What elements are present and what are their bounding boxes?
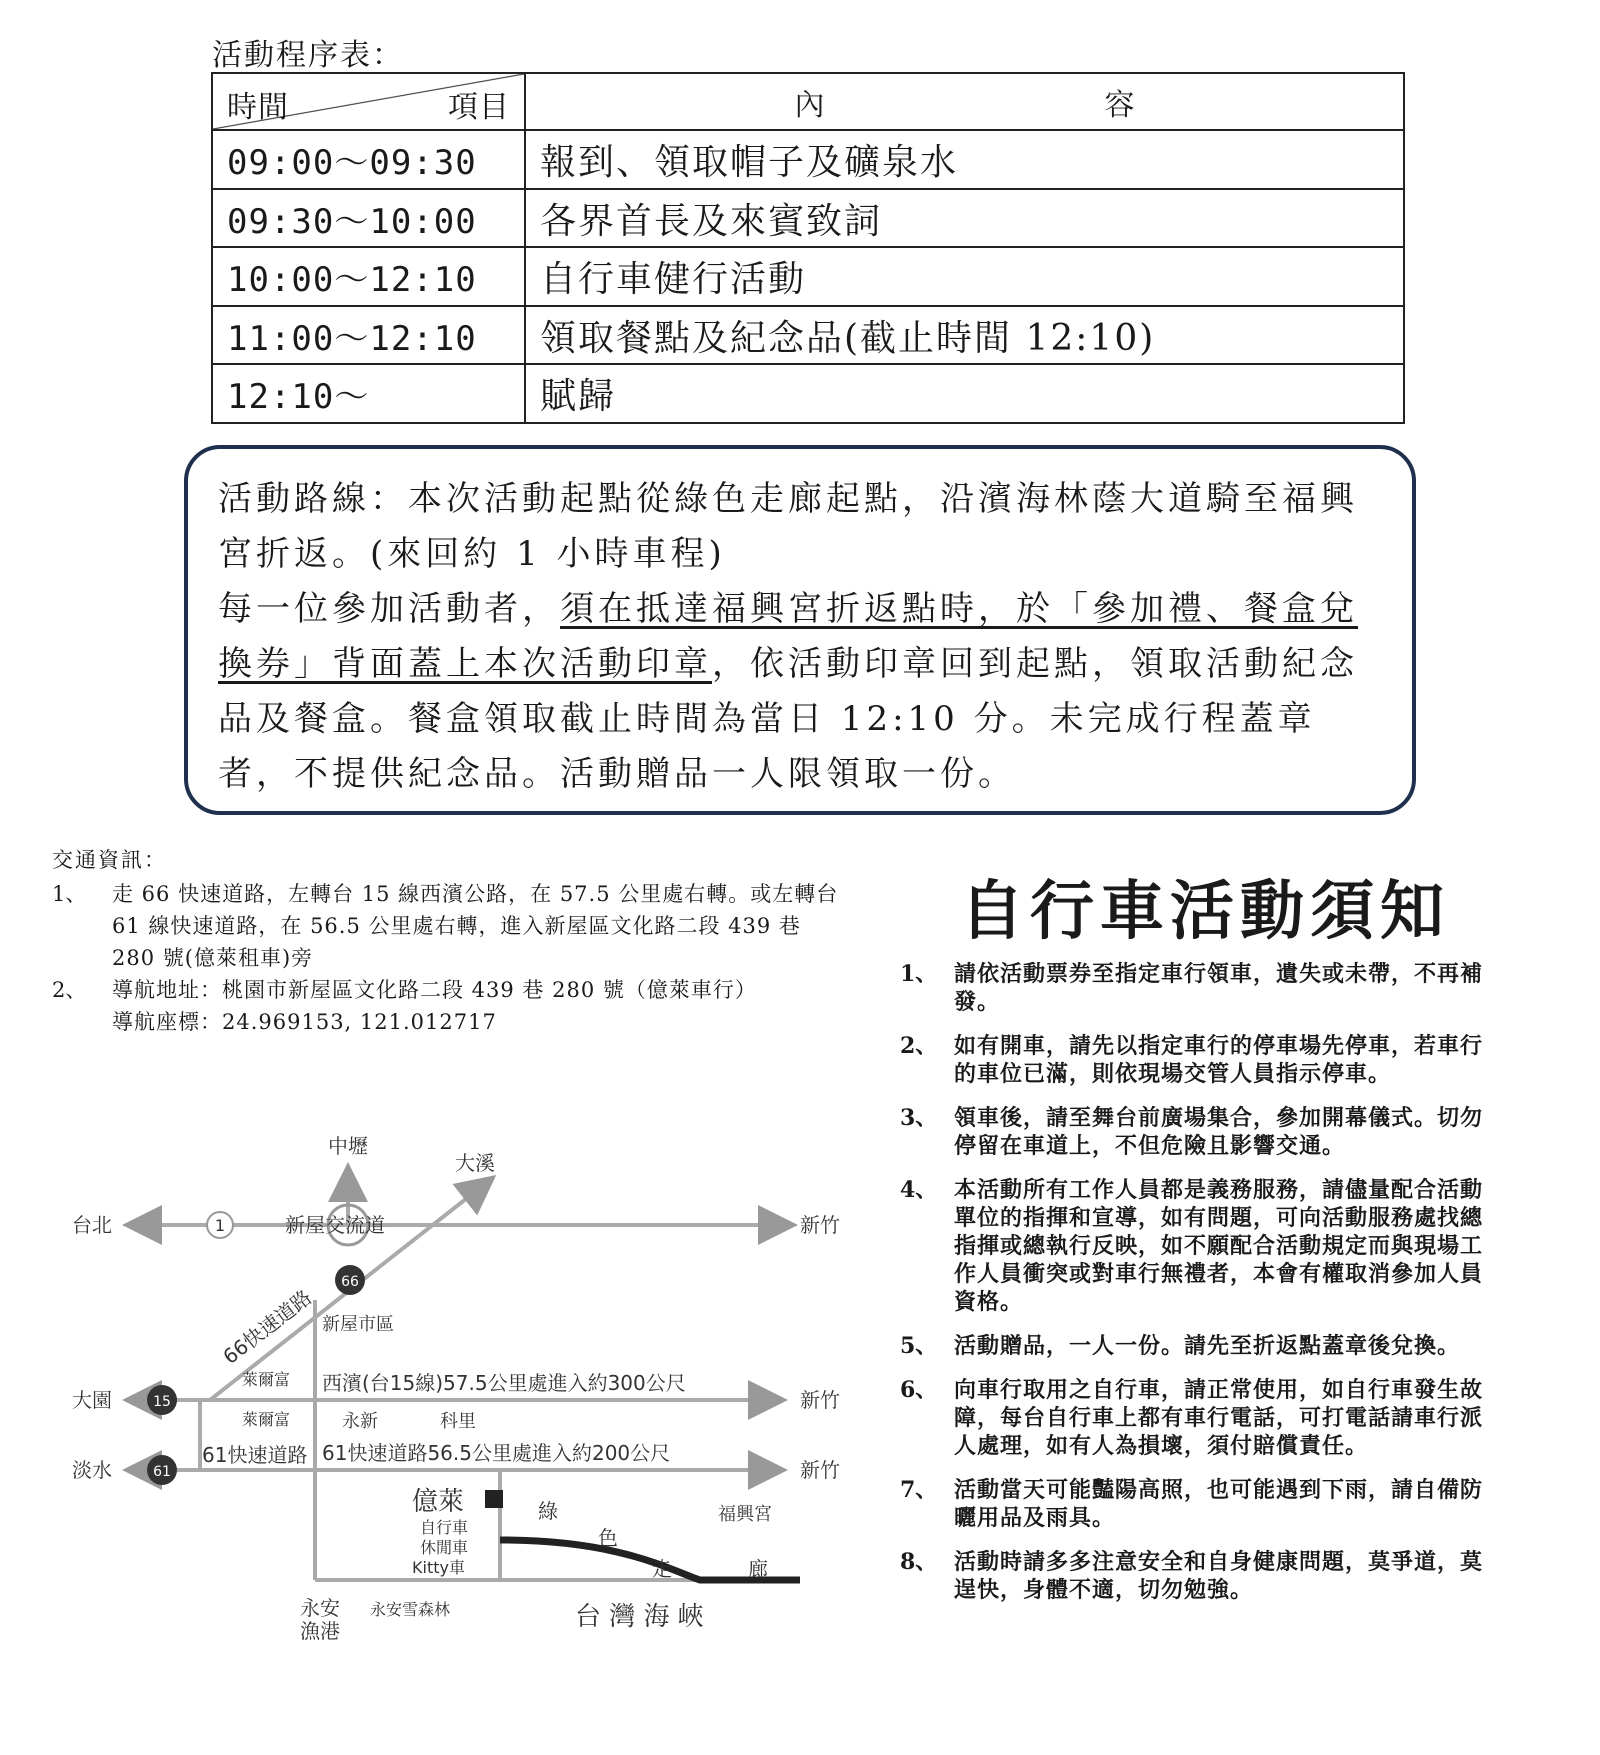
notice-text: 領車後，請至舞台前廣場集合，參加開幕儀式。切勿停留在車道上，不但危險且影響交通。 <box>954 1105 1484 1159</box>
notice-text: 如有開車，請先以指定車行的停車場先停車，若車行的車位已滿，則依現場交管人員指示停車。 <box>954 1033 1484 1087</box>
label-yongan: 永安 <box>300 1596 340 1620</box>
notice-num: 1、 <box>900 961 938 987</box>
notice-num: 7、 <box>900 1477 938 1503</box>
table-row <box>212 189 1404 248</box>
row-content: 報到、領取帽子及礦泉水 <box>525 130 1404 189</box>
notice-text: 向車行取用之自行車，請正常使用，如自行車發生故障，每台自行車上都有車行電話，可打電話請車行派人處理，如有人為損壞，須付賠償責任。 <box>954 1377 1484 1459</box>
notice-num: 6、 <box>900 1377 938 1403</box>
label-xibin: 西濱(台15線)57.5公里處進入約300公尺 <box>322 1371 686 1395</box>
route-1-label: 1 <box>214 1216 226 1235</box>
label-61: 61快速道路 <box>202 1443 308 1467</box>
notice-num: 5、 <box>900 1333 938 1359</box>
label-dayuan: 大園 <box>72 1388 112 1412</box>
row-content: 領取餐點及紀念品(截止時間 12:10) <box>525 306 1404 365</box>
label-shop-1: 自行車 <box>420 1518 469 1537</box>
table-row <box>212 306 1404 365</box>
row-time: 12:10～ <box>212 364 525 423</box>
route-paragraph-2 <box>218 582 1388 802</box>
route-paragraph-1: 活動路線：本次活動起點從綠色走廊起點，沿濱海林蔭大道騎至福興宮折返。(來回約 1 小時車程) <box>218 479 1358 574</box>
label-snowforest: 永安雪森林 <box>370 1600 451 1619</box>
schedule-header-diagonal <box>212 73 525 130</box>
notice-text: 活動贈品，一人一份。請先至折返點蓋章後兌換。 <box>954 1333 1461 1359</box>
header-content-a: 內 <box>794 87 825 123</box>
label-green-2: 色 <box>598 1526 618 1550</box>
list-item <box>900 1176 1490 1316</box>
traffic-item <box>52 974 852 1038</box>
traffic-item-num: 2、 <box>52 978 87 1002</box>
route-map <box>60 1120 860 1640</box>
notice-list <box>900 960 1490 1620</box>
label-strait: 台 灣 海 峽 <box>575 1602 704 1632</box>
row-content: 各界首長及來賓致詞 <box>525 189 1404 248</box>
label-hsinchu-2: 新竹 <box>800 1388 840 1412</box>
row-content: 賦歸 <box>525 364 1404 423</box>
label-green-1: 綠 <box>538 1499 558 1523</box>
traffic-item-body <box>112 974 847 1038</box>
route-p2-a: 每一位參加活動者， <box>218 589 560 629</box>
label-yuguang: 漁港 <box>300 1619 340 1640</box>
notice-num: 4、 <box>900 1177 938 1203</box>
header-item: 項目 <box>448 90 510 125</box>
schedule-header-row <box>212 73 1404 130</box>
label-green-4: 廊 <box>748 1557 768 1581</box>
route-p2-b: ，依活動印章回到起點，領取活動紀念品及餐盒。餐盒領取截止時間為當日 12:10 分。未完成行程蓋章者，不提供紀念品。活動贈品一人限領取一份。 <box>218 644 1358 794</box>
list-item <box>900 1332 1490 1360</box>
row-time: 09:00～09:30 <box>212 130 525 189</box>
yilai-marker <box>485 1490 503 1508</box>
notice-text: 活動時請多多注意安全和自身健康問題，莫爭道，莫逞快，身體不適，切勿勉強。 <box>954 1549 1484 1603</box>
label-laierfu-2: 萊爾富 <box>242 1410 291 1429</box>
table-row <box>212 247 1404 306</box>
label-yilai: 億萊 <box>412 1487 465 1517</box>
route-61-label: 61 <box>153 1464 171 1480</box>
route-66-label: 66 <box>341 1274 359 1290</box>
row-content: 自行車健行活動 <box>525 247 1404 306</box>
label-shop-2: 休閒車 <box>420 1538 469 1557</box>
label-hsinchu-3: 新竹 <box>800 1458 840 1482</box>
table-row <box>212 364 1404 423</box>
table-row <box>212 130 1404 189</box>
label-route61: 61快速道路56.5公里處進入約200公尺 <box>322 1441 671 1465</box>
list-item <box>900 1032 1490 1088</box>
schedule-label: 活動程序表： <box>212 38 404 73</box>
header-time: 時間 <box>227 90 289 125</box>
label-laierfu-1: 萊爾富 <box>242 1370 291 1389</box>
list-item <box>900 960 1490 1016</box>
schedule-table <box>211 72 1405 424</box>
traffic-title: 交通資訊： <box>52 848 167 872</box>
notice-text: 請依活動票券至指定車行領車，遺失或未帶，不再補發。 <box>954 961 1484 1015</box>
label-shop-3: Kitty車 <box>412 1558 465 1577</box>
label-interchange: 新屋交流道 <box>285 1213 385 1237</box>
header-content-b: 容 <box>1104 87 1135 123</box>
list-item <box>900 1476 1490 1532</box>
notice-title: 自行車活動須知 <box>960 874 1450 949</box>
notice-num: 3、 <box>900 1105 938 1131</box>
route-p2-underlined: 須在抵達福興宮折返點時，於「參加禮、餐盒兌換券」背面蓋上本次活動印章 <box>218 589 1358 684</box>
notice-text: 本活動所有工作人員都是義務服務，請儘量配合活動單位的指揮和宣導，如有問題，可向活動服務處找總指揮或總執行反映，如不願配合活動規定而與現場工作人員衝突或對車行無禮者，本會有權取消參加人員資格。 <box>954 1177 1484 1315</box>
list-item <box>900 1104 1490 1160</box>
list-item <box>900 1376 1490 1460</box>
label-hsinchu-1: 新竹 <box>800 1213 840 1237</box>
label-xinwu: 新屋市區 <box>322 1314 394 1335</box>
traffic-info <box>52 844 852 1038</box>
nav-address: 導航地址：桃園市新屋區文化路二段 439 巷 280 號（億萊車行） <box>112 978 757 1002</box>
label-fuxing: 福興宮 <box>718 1504 772 1525</box>
label-green-3: 走 <box>652 1557 672 1581</box>
traffic-item-text: 走 66 快速道路，左轉台 15 線西濱公路，在 57.5 公里處右轉。或左轉台 61 線快速道路，在 56.5 公里處右轉，進入新屋區文化路二段 439 巷 280 號(億萊租車)旁 <box>112 882 839 970</box>
route-15-label: 15 <box>153 1394 171 1410</box>
header-content <box>525 73 1404 130</box>
label-66: 66快速道路 <box>218 1285 317 1369</box>
list-item <box>900 1548 1490 1604</box>
label-daxi: 大溪 <box>455 1151 495 1175</box>
row-time: 09:30～10:00 <box>212 189 525 248</box>
row-time: 11:00～12:10 <box>212 306 525 365</box>
row-time: 10:00～12:10 <box>212 247 525 306</box>
label-zhongli: 中壢 <box>328 1134 368 1158</box>
notice-text: 活動當天可能豔陽高照，也可能遇到下雨，請自備防曬用品及雨具。 <box>954 1477 1484 1531</box>
label-keli: 科里 <box>440 1411 476 1432</box>
route-text <box>218 472 1388 802</box>
traffic-item-num: 1、 <box>52 882 87 906</box>
label-yongxin: 永新 <box>342 1411 378 1432</box>
label-tamsui: 淡水 <box>72 1458 112 1482</box>
nav-coordinates: 導航座標：24.969153, 121.012717 <box>112 1010 497 1034</box>
label-taipei: 台北 <box>72 1213 112 1237</box>
notice-num: 8、 <box>900 1549 938 1575</box>
traffic-item <box>52 878 852 974</box>
notice-num: 2、 <box>900 1033 938 1059</box>
